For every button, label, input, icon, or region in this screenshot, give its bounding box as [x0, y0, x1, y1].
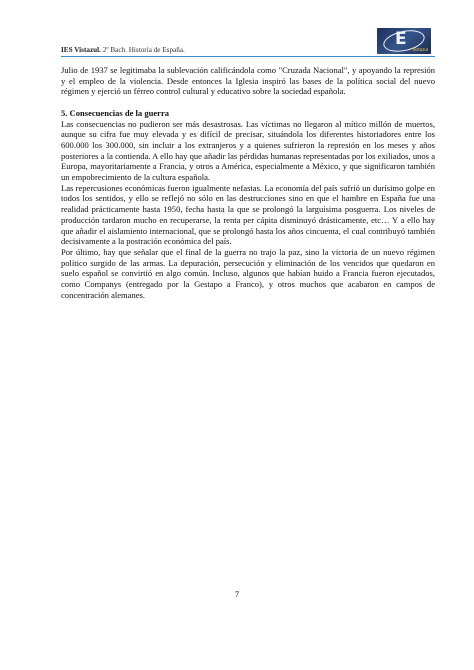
school-logo: [377, 28, 431, 54]
logo-tag: Vistazul: [412, 47, 428, 52]
course-name: 2º Bach. Historia de España.: [102, 46, 185, 54]
economic-paragraph: Las repercusiones económicas fueron igualmente nefastas. La economía del país sufrió un durísimo golpe en todos los sentidos, y ello se reflejó no sólo en las destrucciones sino en que el hambre en España fue una realidad prácticamente hasta 1950, fecha hasta la que se prolongó la larguísima posguerra. Los niveles de producción tardaron mucho en recuperarse, la renta per cápita disminuyó drásticamente, etc… Y a ello hay que añadir el aislamiento internacional, que se prolongó hasta los años cincuenta, el cual contribuyó también decisivamente a la postración económica del país.: [61, 182, 435, 247]
intro-paragraph: Julio de 1937 se legitimaba la sublevación calificándola como "Cruzada Nacional", y apoyando la represión y el empleo de la violencia. Desde entonces la Iglesia inspiró las bases de la política social del nuevo régimen y ejerció un férreo control cultural y educativo sobre la sociedad española.: [61, 65, 435, 97]
header-divider: [61, 56, 435, 57]
school-name: IES Vistazul.: [61, 46, 101, 54]
document-body: [61, 65, 435, 300]
page-number: 7: [234, 589, 240, 599]
consequences-paragraph: Las consecuencias no pudieron ser más desastrosas. Las víctimas no llegaron al mítico millón de muertos, aunque su cifra fue muy elevada y es difícil de precisar, situándola los diferentes historiadores entre los 600.000 los 300.000, sin incluir a los extranjeros y a quienes sufrieron la represión en los meses y años posteriores a la contienda. A ello hay que añadir las pérdidas humanas representadas por los exiliados, unos a Europa, mayoritariamente a Francia, y otros a América, especialmente a México, y que significaron también un empobrecimiento de la cultura española.: [61, 118, 435, 183]
logo-letter: E: [395, 29, 407, 49]
header-title: [61, 46, 185, 54]
repression-paragraph: Por último, hay que señalar que el final de la guerra no trajo la paz, sino la victoria de un nuevo régimen político surgido de las armas. La depuración, persecución y eliminación de los vencidos que quedaron en suelo español se convirtió en algo común. Incluso, algunos que habían huido a Francia fueron ejecutados, como Companys (entregado por la Gestapo a Franco), y otros muchos que acabaron en campos de concentración alemanes.: [61, 246, 435, 300]
page-header: [61, 27, 435, 57]
section-heading: 5. Consecuencias de la guerra: [61, 107, 170, 118]
